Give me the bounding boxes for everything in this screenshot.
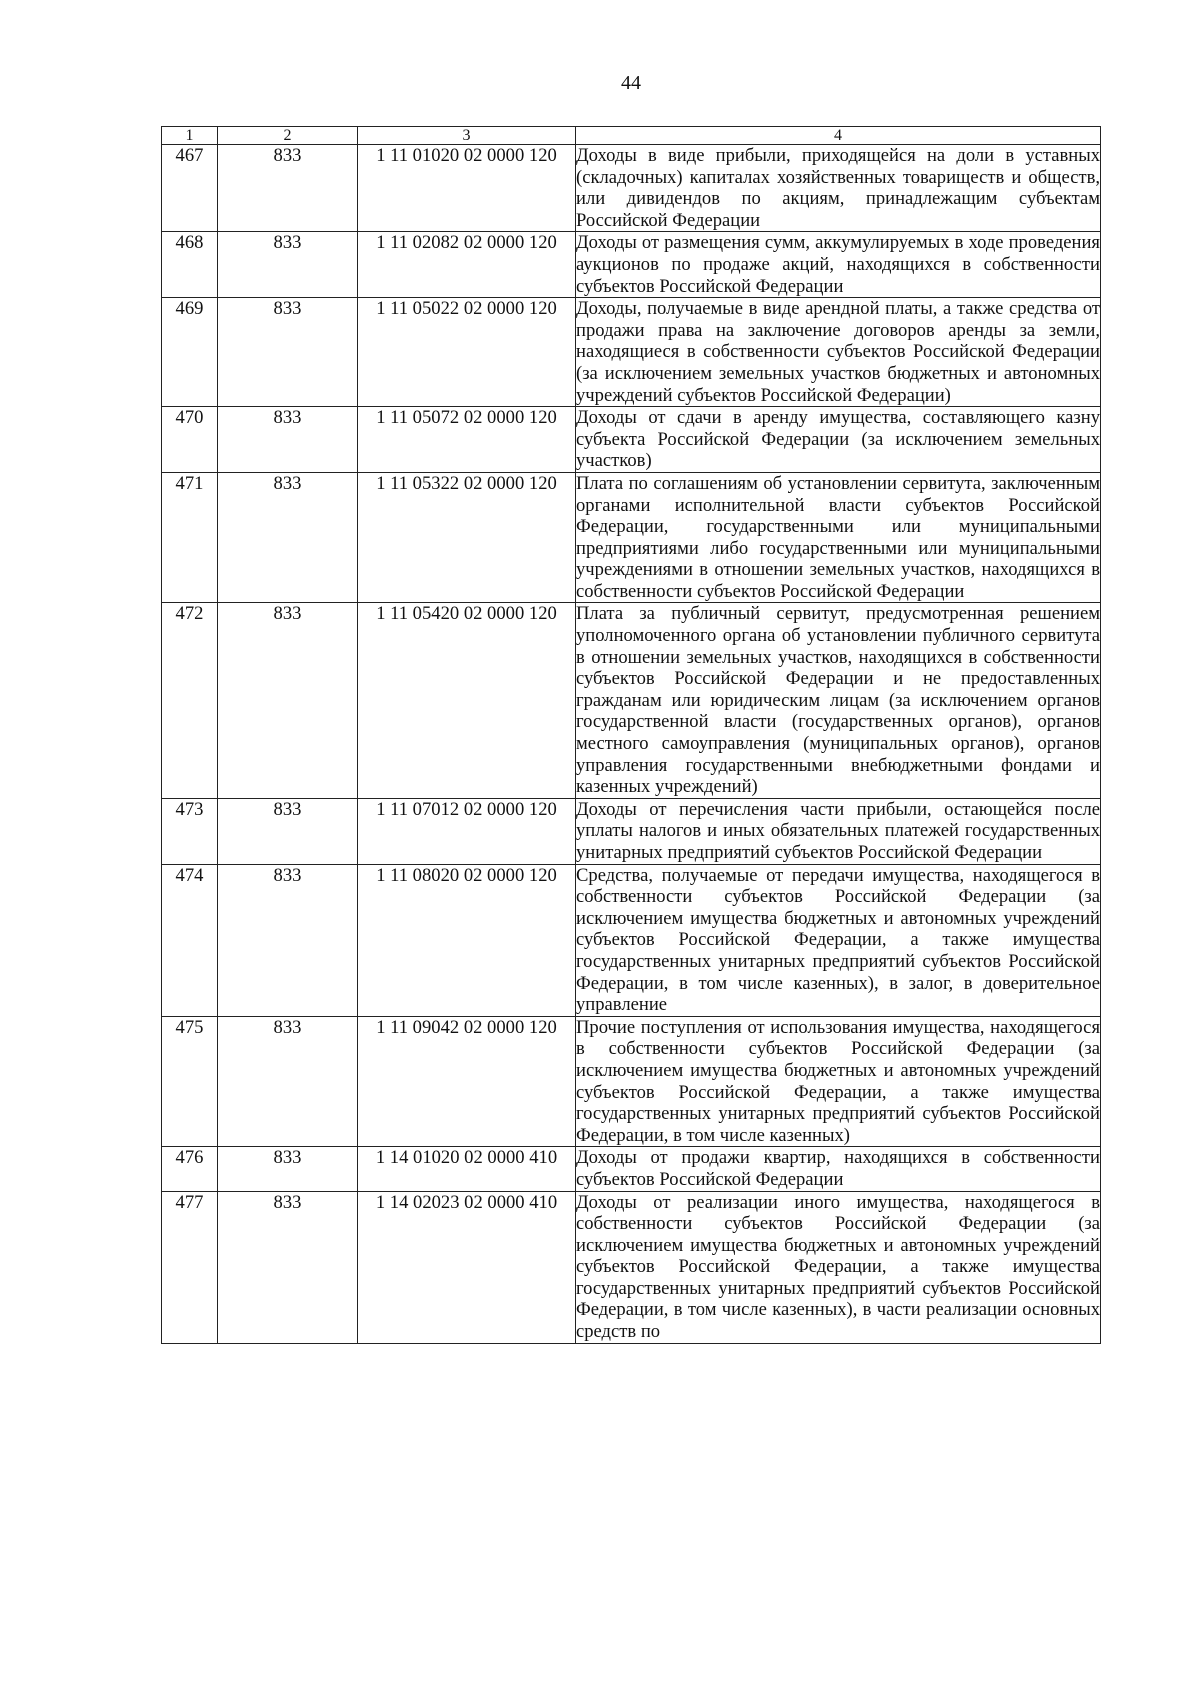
row-number: 467	[162, 145, 218, 232]
admin-code: 833	[218, 298, 358, 407]
table-row	[162, 1191, 1101, 1343]
table-body	[162, 145, 1101, 1344]
row-number: 472	[162, 603, 218, 798]
page-number: 44	[621, 72, 641, 94]
header-col-1: 1	[162, 127, 218, 145]
revenue-description: Прочие поступления от использования имущества, находящегося в собственности субъектов Российской Федерации (за исключением имущества бюджетных и автономных учреждений субъектов Российской Федерации, а также имущества государственных унитарных предприятий субъектов Российской Федерации, в том числе казенных)	[576, 1016, 1100, 1146]
budget-classification-code: 1 14 01020 02 0000 410	[358, 1147, 576, 1191]
admin-code: 833	[218, 472, 358, 603]
row-number: 475	[162, 1016, 218, 1147]
budget-classification-code: 1 11 05072 02 0000 120	[358, 407, 576, 473]
table-row	[162, 232, 1101, 298]
revenue-codes-table	[161, 126, 1101, 1344]
admin-code: 833	[218, 1016, 358, 1147]
row-number: 471	[162, 472, 218, 603]
row-number: 469	[162, 298, 218, 407]
header-col-2: 2	[218, 127, 358, 145]
budget-classification-code: 1 11 05322 02 0000 120	[358, 472, 576, 603]
revenue-description: Доходы от размещения сумм, аккумулируемых в ходе проведения аукционов по продаже акций, находящихся в собственности субъектов Российской Федерации	[576, 232, 1100, 297]
admin-code: 833	[218, 1191, 358, 1343]
revenue-description: Плата по соглашениям об установлении сервитута, заключенным органами исполнительной власти субъектов Российской Федерации, государственными или муниципальными предприятиями либо государственными или муниципальными учреждениями в отношении земельных участков, находящихся в собственности субъектов Российской Федерации	[576, 472, 1100, 602]
budget-classification-code: 1 11 01020 02 0000 120	[358, 145, 576, 232]
table-row	[162, 798, 1101, 864]
table-row	[162, 603, 1101, 798]
budget-classification-code: 1 11 07012 02 0000 120	[358, 798, 576, 864]
revenue-description: Средства, получаемые от передачи имущества, находящегося в собственности субъектов Российской Федерации (за исключением имущества бюджетных и автономных учреждений субъектов Российской Федерации, а также имущества государственных унитарных предприятий субъектов Российской Федерации, в том числе казенных), в залог, в доверительное управление	[576, 864, 1100, 1016]
revenue-description: Доходы в виде прибыли, приходящейся на доли в уставных (складочных) капиталах хозяйственных товариществ и обществ, или дивидендов по акциям, принадлежащим субъектам Российской Федерации	[576, 145, 1100, 231]
revenue-description: Доходы от реализации иного имущества, находящегося в собственности субъектов Российской Федерации (за исключением имущества бюджетных и автономных учреждений субъектов Российской Федерации, а также имущества государственных унитарных предприятий субъектов Российской Федерации, в том числе казенных), в части реализации основных средств по	[576, 1191, 1100, 1343]
revenue-description: Плата за публичный сервитут, предусмотренная решением уполномоченного органа об установлении публичного сервитута в отношении земельных участков, находящихся в собственности субъектов Российской Федерации и не предоставленных гражданам или юридическим лицам (за исключением органов государственной власти (государственных органов), органов местного самоуправления (муниципальных органов), органов управления государственными внебюджетными фондами и казенных учреждений)	[576, 603, 1100, 798]
budget-classification-code: 1 11 05022 02 0000 120	[358, 298, 576, 407]
row-number: 477	[162, 1191, 218, 1343]
budget-classification-code: 1 14 02023 02 0000 410	[358, 1191, 576, 1343]
row-number: 476	[162, 1147, 218, 1191]
table-row	[162, 864, 1101, 1016]
row-number: 474	[162, 864, 218, 1016]
table-row	[162, 407, 1101, 473]
admin-code: 833	[218, 145, 358, 232]
revenue-description: Доходы, получаемые в виде арендной платы, а также средства от продажи права на заключение договоров аренды за земли, находящиеся в собственности субъектов Российской Федерации (за исключением земельных участков бюджетных и автономных учреждений субъектов Российской Федерации)	[576, 298, 1100, 406]
table-row	[162, 1147, 1101, 1191]
table-row	[162, 145, 1101, 232]
table-header-row	[162, 127, 1101, 145]
revenue-description: Доходы от перечисления части прибыли, остающейся после уплаты налогов и иных обязательных платежей государственных унитарных предприятий субъектов Российской Федерации	[576, 798, 1100, 863]
budget-classification-code: 1 11 02082 02 0000 120	[358, 232, 576, 298]
row-number: 473	[162, 798, 218, 864]
header-col-4: 4	[576, 127, 1101, 145]
budget-classification-code: 1 11 05420 02 0000 120	[358, 603, 576, 798]
budget-classification-code: 1 11 09042 02 0000 120	[358, 1016, 576, 1147]
admin-code: 833	[218, 603, 358, 798]
admin-code: 833	[218, 1147, 358, 1191]
admin-code: 833	[218, 407, 358, 473]
admin-code: 833	[218, 864, 358, 1016]
admin-code: 833	[218, 232, 358, 298]
row-number: 468	[162, 232, 218, 298]
table-row	[162, 472, 1101, 603]
row-number: 470	[162, 407, 218, 473]
budget-classification-code: 1 11 08020 02 0000 120	[358, 864, 576, 1016]
table-row	[162, 1016, 1101, 1147]
header-col-3: 3	[358, 127, 576, 145]
admin-code: 833	[218, 798, 358, 864]
revenue-description: Доходы от сдачи в аренду имущества, составляющего казну субъекта Российской Федерации (за исключением земельных участков)	[576, 407, 1100, 472]
revenue-description: Доходы от продажи квартир, находящихся в собственности субъектов Российской Федерации	[576, 1147, 1100, 1190]
table-row	[162, 298, 1101, 407]
